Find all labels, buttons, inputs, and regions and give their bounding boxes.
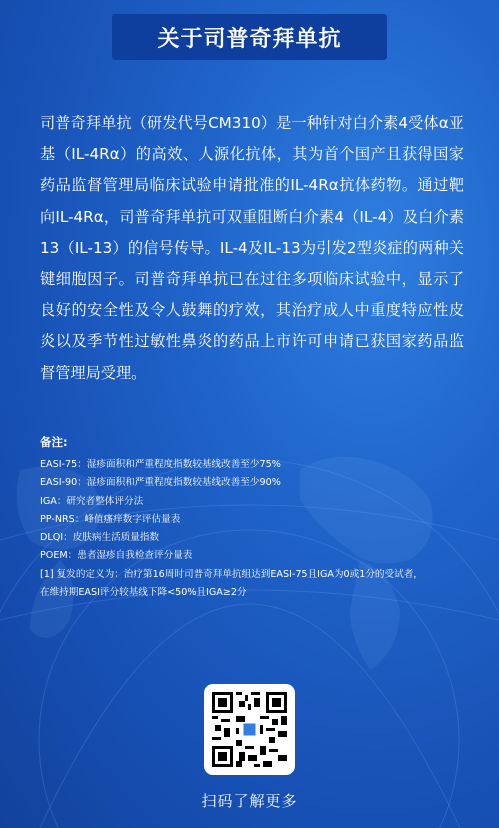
note-line: IGA：研究者整体评分法 xyxy=(40,495,144,507)
intro-paragraph: 司普奇拜单抗（研发代号CM310）是一种针对白介素4受体α亚基（IL-4Rα）的高效、人源化抗体，其为首个国产且获得国家药品监督管理局临床试验申请批准的IL-4Rα抗体药物。通过靶向IL-4Rα，司普奇拜单抗可双重阻断白介素4（IL-4）及白介素13（IL-13）的信号传导。IL-4及IL-13为引发2型炎症的两种关键细胞因子。司普奇拜单抗已在过往多项临床试验中，显示了良好的安全性及令人鼓舞的疗效，其治疗成人中重度特应性皮炎以及季节性过敏性鼻炎的药品上市许可申请已获国家药品监督管理局受理。 xyxy=(40,114,464,382)
note-line: [1] 复发的定义为：治疗第16周时司普奇拜单抗组达到EASI-75且IGA为0或1分的受试者， xyxy=(40,568,423,580)
title-banner xyxy=(112,14,387,60)
note-line: PP-NRS：峰值瘙痒数字评估量表 xyxy=(40,513,181,525)
note-line: POEM：患者湿疹自我检查评分量表 xyxy=(40,550,193,562)
note-line: DLQI：皮肤病生活质量指数 xyxy=(40,532,160,544)
notes-section xyxy=(40,434,470,602)
note-line: EASI-75：湿疹面积和严重程度指数较基线改善至少75% xyxy=(40,459,281,470)
notes-title: 备注: xyxy=(40,435,68,449)
qr-code-icon xyxy=(212,692,287,767)
scan-for-more-label: 扫码了解更多 xyxy=(201,792,298,810)
page-title: 关于司普奇拜单抗 xyxy=(157,26,342,52)
qr-code[interactable] xyxy=(204,684,295,775)
note-line: EASI-90：湿疹面积和严重程度指数较基线改善至少90% xyxy=(40,477,281,489)
note-line: 在维持期EASI评分较基线下降<50%且IGA≥2分 xyxy=(40,587,247,599)
